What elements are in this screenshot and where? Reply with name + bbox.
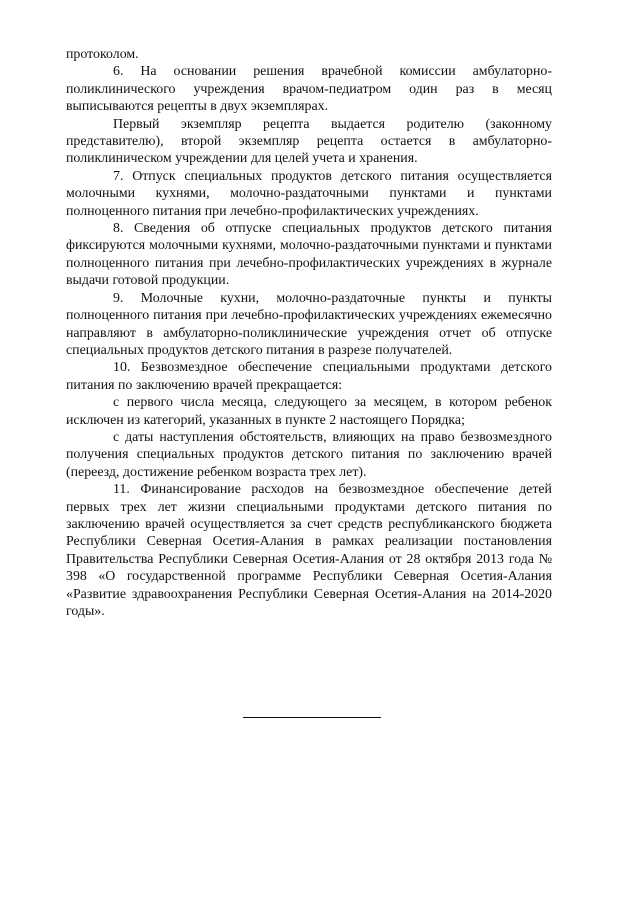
paragraph-item-6: 6. На основании решения врачебной комиссии амбулаторно-поликлинического учреждения врачом-педиатром один раз в месяц выписываются рецепты в двух экземплярах. <box>66 64 552 115</box>
paragraph-item-10-case-1: с первого числа месяца, следующего за месяцем, в котором ребенок исключен из категорий, указанных в пункте 2 настоящего Порядка; <box>66 395 552 428</box>
paragraph-item-6-copies: Первый экземпляр рецепта выдается родителю (законному представителю), второй экземпляр рецепта остается в амбулаторно-поликлиническом учреждении для целей учета и хранения. <box>66 116 552 167</box>
paragraph-item-11: 11. Финансирование расходов на безвозмездное обеспечение детей первых трех лет жизни специальными продуктами детского питания по заключению врачей осуществляется за счет средств республиканского бюджета Республики Северная Осетия-Алания в рамках реализации постановления Правительства Республики Северная Осетия-Алания от 28 октября 2013 года № 398 «О государственной программе Республики Северная Осетия-Алания «Развитие здравоохранения Республики Северная Осетия-Алания на 2014-2020 годы». <box>66 482 552 619</box>
document-page <box>66 46 552 620</box>
paragraph-item-7: 7. Отпуск специальных продуктов детского питания осуществляется молочными кухнями, молочно-раздаточными пунктами и пунктами полноценного питания при лечебно-профилактических учреждениях. <box>66 168 552 219</box>
paragraph-item-10: 10. Безвозмездное обеспечение специальными продуктами детского питания по заключению врачей прекращается: <box>66 360 552 393</box>
paragraph-item-9: 9. Молочные кухни, молочно-раздаточные пункты и пункты полноценного питания при лечебно-профилактических учреждениях ежемесячно направляют в амбулаторно-поликлинические учреждения отчет об отпуске специальных продуктов детского питания в разрезе получателей. <box>66 290 552 358</box>
paragraph-item-10-case-2: с даты наступления обстоятельств, влияющих на право безвозмездного получения специальных продуктов детского питания по заключению врачей (переезд, достижение ребенком возраста трех лет). <box>66 429 552 480</box>
paragraph-item-8: 8. Сведения об отпуске специальных продуктов детского питания фиксируются молочными кухнями, молочно-раздаточными пунктами и пунктами полноценного питания при лечебно-профилактических учреждениях в журнале выдачи готовой продукции. <box>66 221 552 289</box>
end-divider-line <box>243 717 381 718</box>
paragraph-continuation: протоколом. <box>66 47 139 62</box>
